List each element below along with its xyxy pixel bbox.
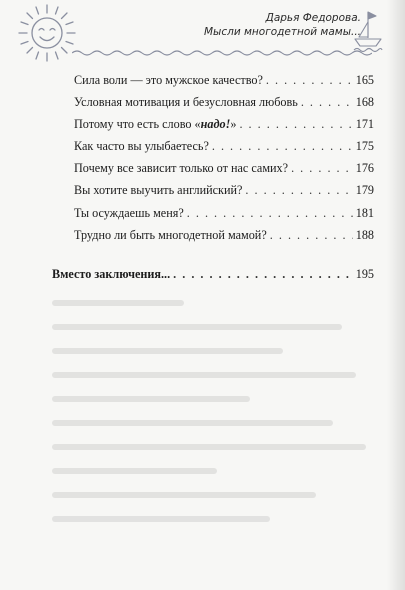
toc-entry: [52, 138, 374, 160]
wave-line-icon: [72, 48, 372, 58]
toc-entry-page: 175: [355, 139, 374, 154]
toc-entry-title: [74, 116, 236, 132]
toc-entry-page: 168: [355, 95, 374, 110]
toc-entry-page: 165: [355, 73, 374, 87]
toc-leader-dots: [301, 94, 353, 110]
toc-entry-page: 179: [355, 183, 374, 198]
toc-leader-dots: [173, 266, 353, 282]
toc-entry-page: 195: [355, 266, 374, 281]
toc-leader-dots: [266, 72, 353, 88]
toc-entry-title: Вы хотите выучить английский?: [74, 183, 243, 198]
toc-leader-dots: [239, 116, 352, 132]
toc-title-suffix: »: [230, 117, 237, 132]
toc-entry-title: Условная мотивация и безусловная любовь: [74, 95, 298, 110]
toc-entry: [52, 227, 374, 249]
bleed-through-shadow: [52, 300, 382, 580]
toc-entry-title: Почему все зависит только от нас самих?: [74, 161, 289, 176]
toc-title-prefix: Потому что есть слово «: [74, 117, 201, 132]
toc-entry: [52, 160, 374, 182]
toc-entry-page: 176: [355, 161, 374, 176]
table-of-contents: [52, 72, 374, 282]
toc-entry-title: Сила воли — это мужское качество?: [74, 73, 263, 87]
toc-final-entry: [52, 266, 374, 282]
toc-leader-dots: [187, 205, 353, 221]
sun-icon: [16, 2, 78, 64]
toc-entry-page: 171: [355, 117, 374, 132]
toc-leader-dots: [245, 182, 352, 198]
toc-entry-title: Ты осуждаешь меня?: [74, 205, 184, 220]
toc-leader-dots: [212, 138, 353, 154]
toc-entry-page: 181: [355, 205, 374, 220]
header-book-title: Мысли многодетной мамы...: [203, 25, 361, 38]
toc-entry: [52, 72, 374, 94]
page-edge-shadow: [387, 0, 405, 590]
toc-entry-title: Вместо заключения...: [52, 266, 171, 281]
toc-entry-title: Как часто вы улыбаетесь?: [74, 139, 209, 154]
toc-entry: [52, 94, 374, 116]
toc-leader-dots: [270, 227, 353, 243]
toc-entry: [52, 116, 374, 138]
toc-entry: [52, 205, 374, 227]
toc-title-emphasis: надо!: [200, 117, 231, 132]
toc-leader-dots: [291, 160, 353, 176]
toc-entry: [52, 182, 374, 204]
toc-entry-title: Трудно ли быть многодетной мамой?: [74, 227, 267, 242]
running-header: [204, 12, 361, 39]
toc-entry-page: 188: [355, 227, 374, 242]
header-author: Дарья Федорова.: [265, 12, 361, 24]
